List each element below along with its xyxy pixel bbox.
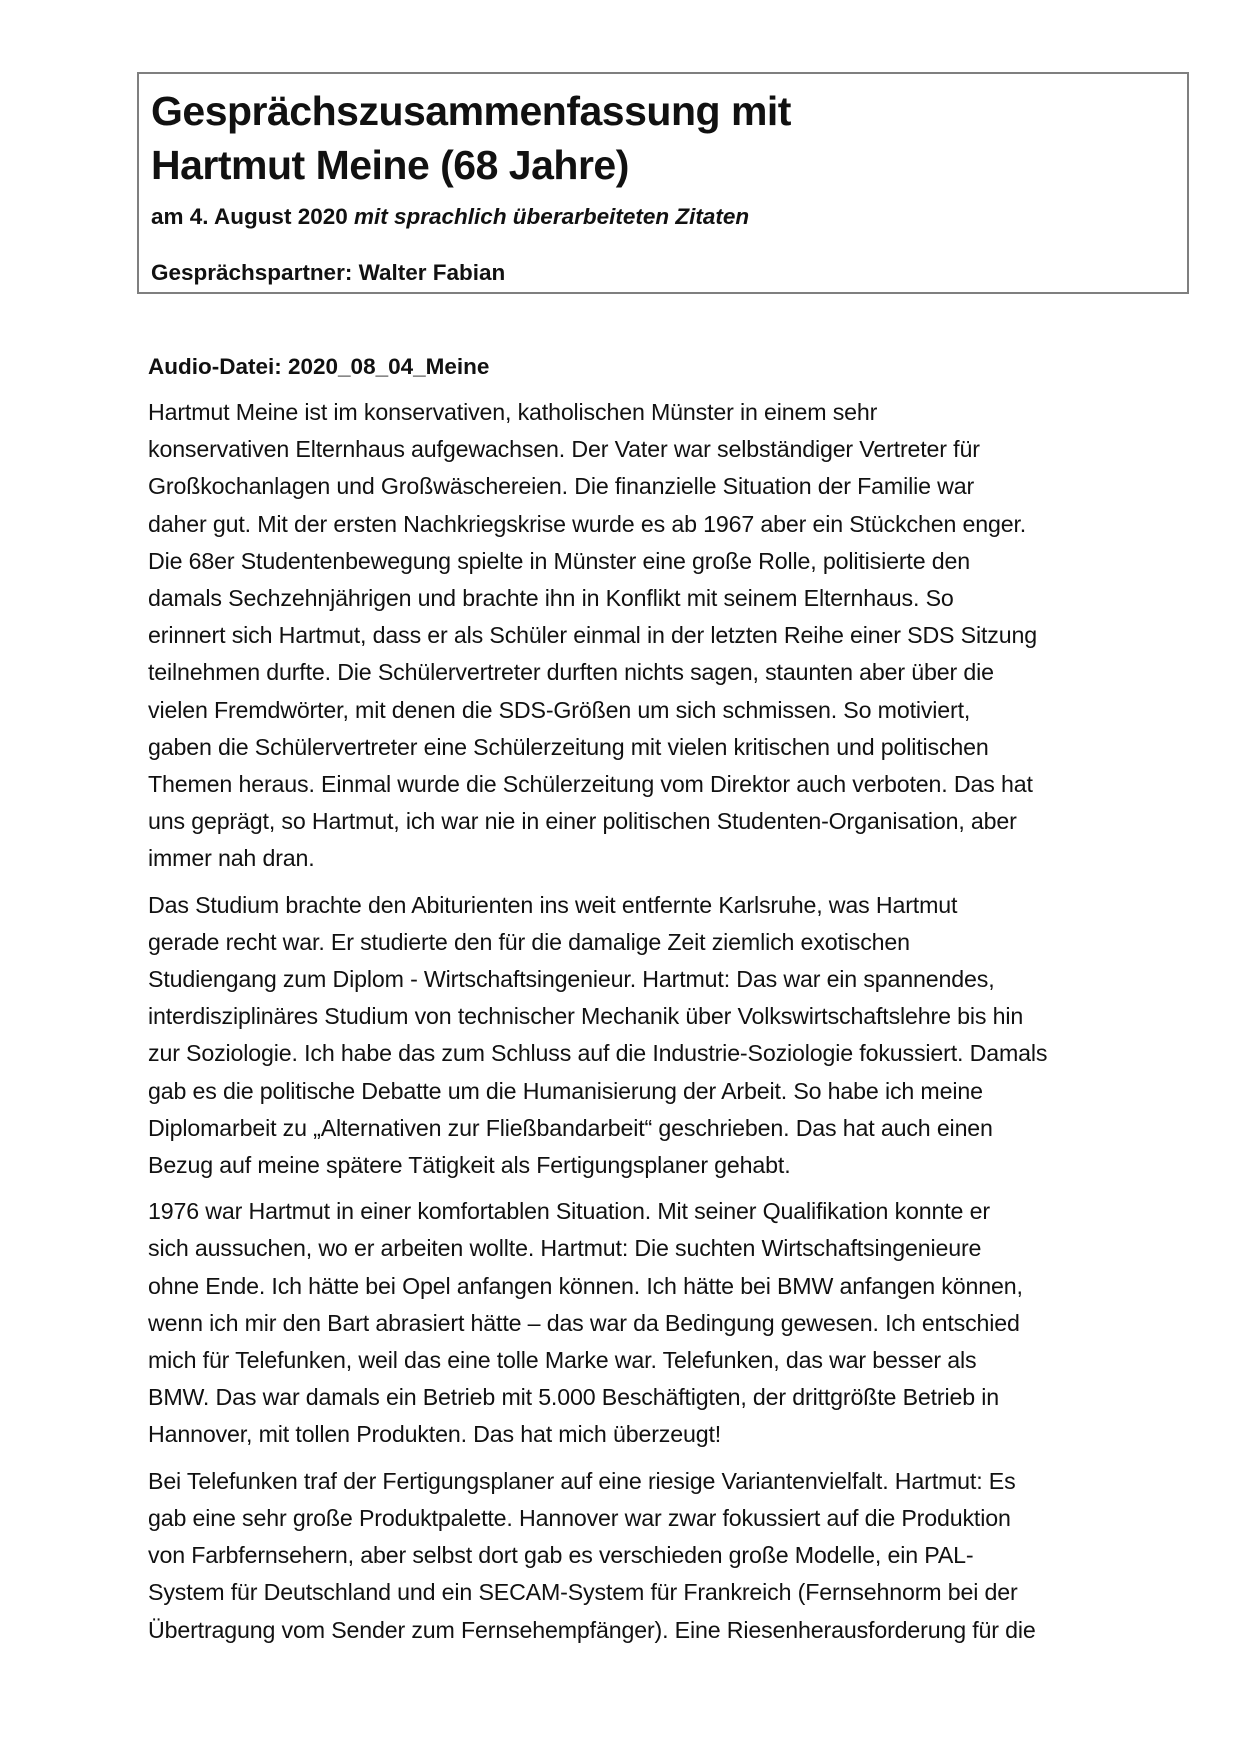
text-line: mich für Telefunken, weil das eine tolle Marke war. Telefunken, das war besser als xyxy=(148,1347,977,1374)
text-line: Bezug auf meine spätere Tätigkeit als Fertigungsplaner gehabt. xyxy=(148,1152,791,1179)
text-line: teilnehmen durfte. Die Schülervertreter durften nichts sagen, staunten aber über die xyxy=(148,659,994,686)
date-text: am 4. August 2020 xyxy=(151,204,348,229)
text-line: 1976 war Hartmut in einer komfortablen Situation. Mit seiner Qualifikation konnte er xyxy=(148,1198,990,1225)
page-title xyxy=(151,84,791,192)
title-line-2: Hartmut Meine (68 Jahre) xyxy=(151,142,629,188)
text-line: von Farbfernsehern, aber selbst dort gab es verschieden große Modelle, ein PAL- xyxy=(148,1542,974,1569)
text-line: konservativen Elternhaus aufgewachsen. Der Vater war selbständiger Vertreter für xyxy=(148,436,980,463)
text-line: gaben die Schülervertreter eine Schülerzeitung mit vielen kritischen und politischen xyxy=(148,733,989,760)
text-line: ohne Ende. Ich hätte bei Opel anfangen können. Ich hätte bei BMW anfangen können, xyxy=(148,1272,1023,1299)
text-line: Themen heraus. Einmal wurde die Schülerzeitung vom Direktor auch verboten. Das hat xyxy=(148,771,1033,798)
text-line: daher gut. Mit der ersten Nachkriegskrise wurde es ab 1967 aber ein Stückchen enger. xyxy=(148,510,1027,537)
text-line: Das Studium brachte den Abiturienten ins weit entfernte Karlsruhe, was Hartmut xyxy=(148,891,958,918)
paragraph xyxy=(148,1193,1188,1453)
text-line: sich aussuchen, wo er arbeiten wollte. Hartmut: Die suchten Wirtschaftsingenieure xyxy=(148,1235,982,1262)
text-line: Großkochanlagen und Großwäschereien. Die finanzielle Situation der Familie war xyxy=(148,473,975,500)
header-box xyxy=(137,72,1189,294)
text-line: Studiengang zum Diplom - Wirtschaftsingenieur. Hartmut: Das war ein spannendes, xyxy=(148,966,995,993)
text-line: gab eine sehr große Produktpalette. Hannover war zwar fokussiert auf die Produktion xyxy=(148,1504,1011,1531)
interview-partner: Gesprächspartner: Walter Fabian xyxy=(151,260,506,285)
text-line: interdisziplinäres Studium von technischer Mechanik über Volkswirtschaftslehre bis hin xyxy=(148,1003,1024,1030)
text-line: vielen Fremdwörter, mit denen die SDS-Größen um sich schmissen. So motiviert, xyxy=(148,696,971,723)
date-note: mit sprachlich überarbeiteten Zitaten xyxy=(354,204,750,229)
title-line-1: Gesprächszusammenfassung mit xyxy=(151,88,791,134)
paragraph xyxy=(148,394,1188,878)
text-line: System für Deutschland und ein SECAM-System für Frankreich (Fernsehnorm bei der xyxy=(148,1579,1018,1606)
text-line: Hannover, mit tollen Produkten. Das hat mich überzeugt! xyxy=(148,1421,722,1448)
document-body xyxy=(148,352,1188,1658)
text-line: zur Soziologie. Ich habe das zum Schluss auf die Industrie-Soziologie fokussiert. Damals xyxy=(148,1040,1048,1067)
text-line: wenn ich mir den Bart abrasiert hätte – das war da Bedingung gewesen. Ich entschied xyxy=(148,1309,1020,1336)
text-line: Hartmut Meine ist im konservativen, katholischen Münster in einem sehr xyxy=(148,399,878,425)
text-line: Die 68er Studentenbewegung spielte in Münster eine große Rolle, politisierte den xyxy=(148,547,970,574)
text-line: damals Sechzehnjährigen und brachte ihn in Konflikt mit seinem Elternhaus. So xyxy=(148,585,954,612)
text-line: uns geprägt, so Hartmut, ich war nie in einer politischen Studenten-Organisation, aber xyxy=(148,808,1017,835)
text-line: BMW. Das war damals ein Betrieb mit 5.000 Beschäftigten, der drittgrößte Betrieb in xyxy=(148,1384,1000,1411)
text-line: erinnert sich Hartmut, dass er als Schüler einmal in der letzten Reihe einer SDS Sitzung xyxy=(148,622,1037,649)
paragraph xyxy=(148,887,1188,1185)
interview-date xyxy=(151,202,749,232)
text-line: Bei Telefunken traf der Fertigungsplaner auf eine riesige Variantenvielfalt. Hartmut: Es xyxy=(148,1467,1016,1494)
text-line: immer nah dran. xyxy=(148,845,315,872)
paragraph-list xyxy=(148,394,1188,1649)
audio-file-label: Audio-Datei: 2020_08_04_Meine xyxy=(148,354,490,379)
text-line: gab es die politische Debatte um die Humanisierung der Arbeit. So habe ich meine xyxy=(148,1077,983,1104)
text-line: gerade recht war. Er studierte den für die damalige Zeit ziemlich exotischen xyxy=(148,928,910,955)
text-line: Diplomarbeit zu „Alternativen zur Fließbandarbeit“ geschrieben. Das hat auch einen xyxy=(148,1114,993,1141)
paragraph xyxy=(148,1463,1188,1649)
text-line: Übertragung vom Sender zum Fernsehempfänger). Eine Riesenherausforderung für die xyxy=(148,1616,1036,1643)
